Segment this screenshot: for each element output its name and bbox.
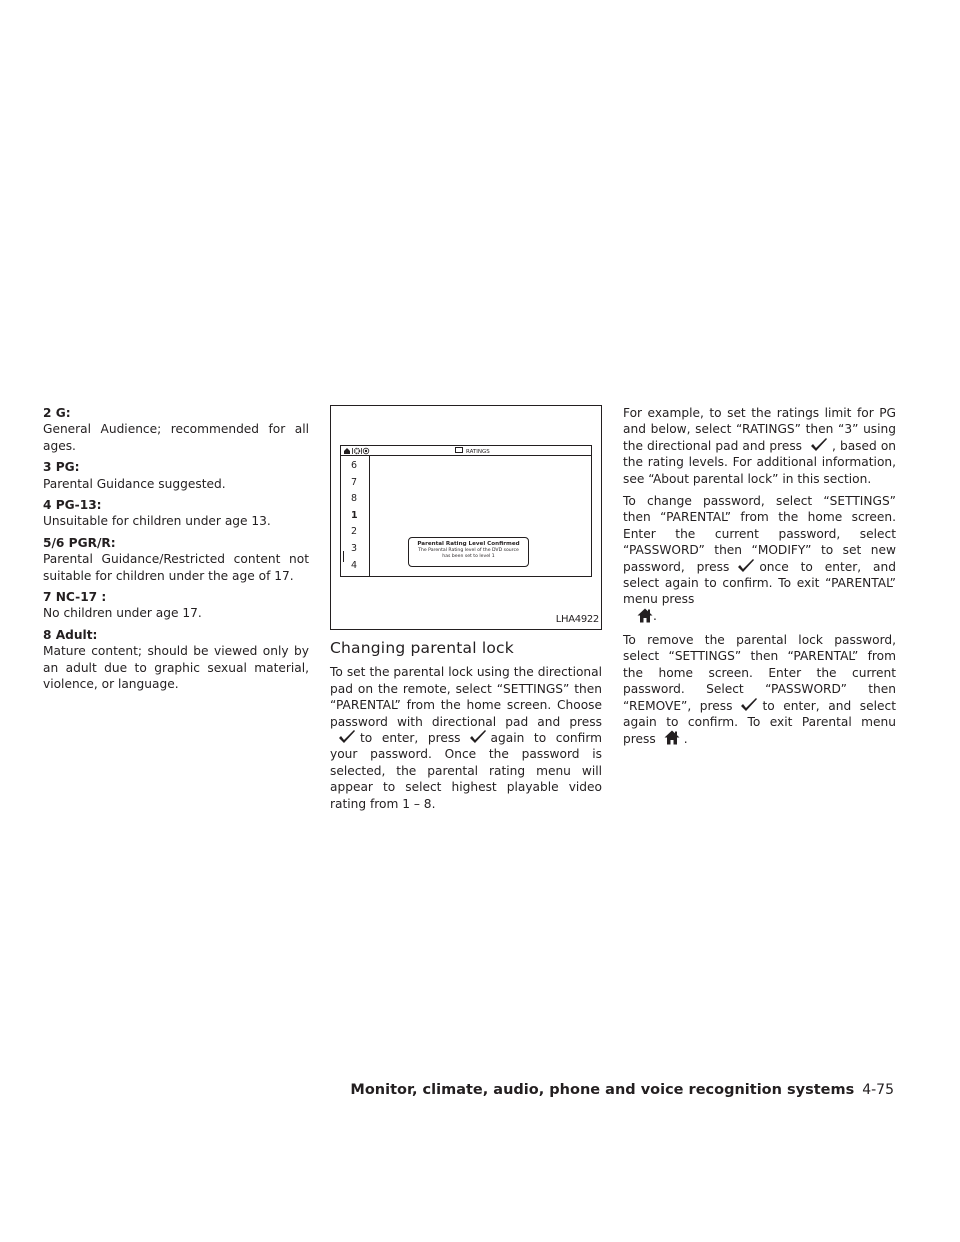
rating-description: General Audience; recommended for all ages. [43,422,309,453]
ratings-screen-figure [330,405,602,630]
rating-description: Parental Guidance suggested. [43,476,226,491]
paragraph-text: , based on the rating levels. For additional information, see “About parental lock” in this section. [623,438,897,486]
rating-item [43,497,309,530]
column-right [623,405,896,754]
paragraph-text: To remove the parental lock password, select “SETTINGS” then “PARENTAL” from the home screen. Enter the current password. Select “PASSWORD” then “REMOVE”, press [623,632,896,713]
figure-code: LHA4922 [555,613,599,625]
rating-item [43,535,309,584]
paragraph-text: to enter, press [360,731,461,746]
rating-level: 3 [351,542,358,554]
paragraph-end: . [653,608,657,623]
checkmark-icon [338,730,356,744]
rating-description: Mature content; should be viewed only by an adult due to graphic sexual material, violence, or language. [43,644,309,692]
paragraph-text: to enter, and select again to confirm. To exit Parental menu press [623,698,896,747]
home-gear-settings-icons [343,447,377,455]
rating-level: 8 [351,493,358,505]
rating-level-selected: 1 [351,509,358,521]
checkmark-icon [469,730,487,744]
page-footer [350,1082,894,1098]
selection-marker [343,551,344,562]
paragraph-text: For example, to set the ratings limit for PG and below, select “RATINGS” then “3” using the directional pad and press [623,406,896,453]
paragraph-text: again to confirm your password. Once the password is selected, the parental rating menu will appear to select highest playable video rating from 1 – 8. [330,731,603,811]
rating-list [43,405,309,698]
screen-top-bar [341,446,591,456]
home-icon [664,730,680,745]
rating-description: Parental Guidance/Restricted content not suitable for children under the age of 17. [43,552,309,583]
rating-label: 4 PG-13: [43,498,102,513]
topbar-icons [343,447,377,457]
rating-level: 6 [351,460,358,471]
rating-item [43,405,309,454]
paragraph-end: . [683,732,688,747]
rating-level-list [351,458,367,574]
example-paragraph [623,405,896,487]
rating-item [43,589,309,622]
section-paragraph [330,664,602,812]
home-icon [637,608,653,623]
rating-description: No children under age 17. [43,606,202,621]
screen-display [340,445,592,577]
ratings-tab [455,447,490,456]
rating-label: 3 PG: [43,460,80,475]
confirm-dialog-message: The Parental Rating level of the DVD source has been set to level 1 [418,548,519,559]
checkmark-icon [810,438,828,452]
rating-label: 5/6 PGR/R: [43,535,116,550]
rating-description: Unsuitable for children under age 13. [43,514,271,529]
column-middle [330,405,602,818]
rating-label: 8 Adult: [43,627,98,642]
confirm-dialog-title: Parental Rating Level Confirmed [417,541,520,547]
footer-chapter-title: Monitor, climate, audio, phone and voice recognition systems [350,1082,855,1098]
confirm-dialog [408,537,529,567]
page-number: 4-75 [862,1082,894,1098]
paragraph-text: To change password, select “SETTINGS” then “PARENTAL” from the home screen. Enter the current password, select “PASSWORD” then “MODIFY” to set new password, press [623,494,896,574]
rating-label: 2 G: [43,406,71,420]
remove-password-paragraph [623,632,896,748]
rating-level: 7 [351,476,358,488]
ratings-tab-icon [455,447,463,453]
home-icon-line [623,608,896,626]
level-divider [369,456,370,577]
rating-item [43,459,309,492]
checkmark-icon [740,698,758,712]
change-password-paragraph [623,493,896,608]
section-title: Changing parental lock [330,639,514,657]
rating-level: 4 [351,559,358,571]
paragraph-text: To set the parental lock using the directional pad on the remote, select “SETTINGS” then “PARENTAL” from the home screen. Choose password with directional pad and press [330,665,602,729]
paragraph-text: once to enter, and select again to confirm. To exit “PARENTAL” menu press [623,559,896,607]
rating-label: 7 NC-17 : [43,590,107,605]
rating-level: 2 [351,526,358,538]
rating-item [43,627,309,693]
checkmark-icon [737,559,755,573]
ratings-tab-label: RATINGS [466,449,490,455]
